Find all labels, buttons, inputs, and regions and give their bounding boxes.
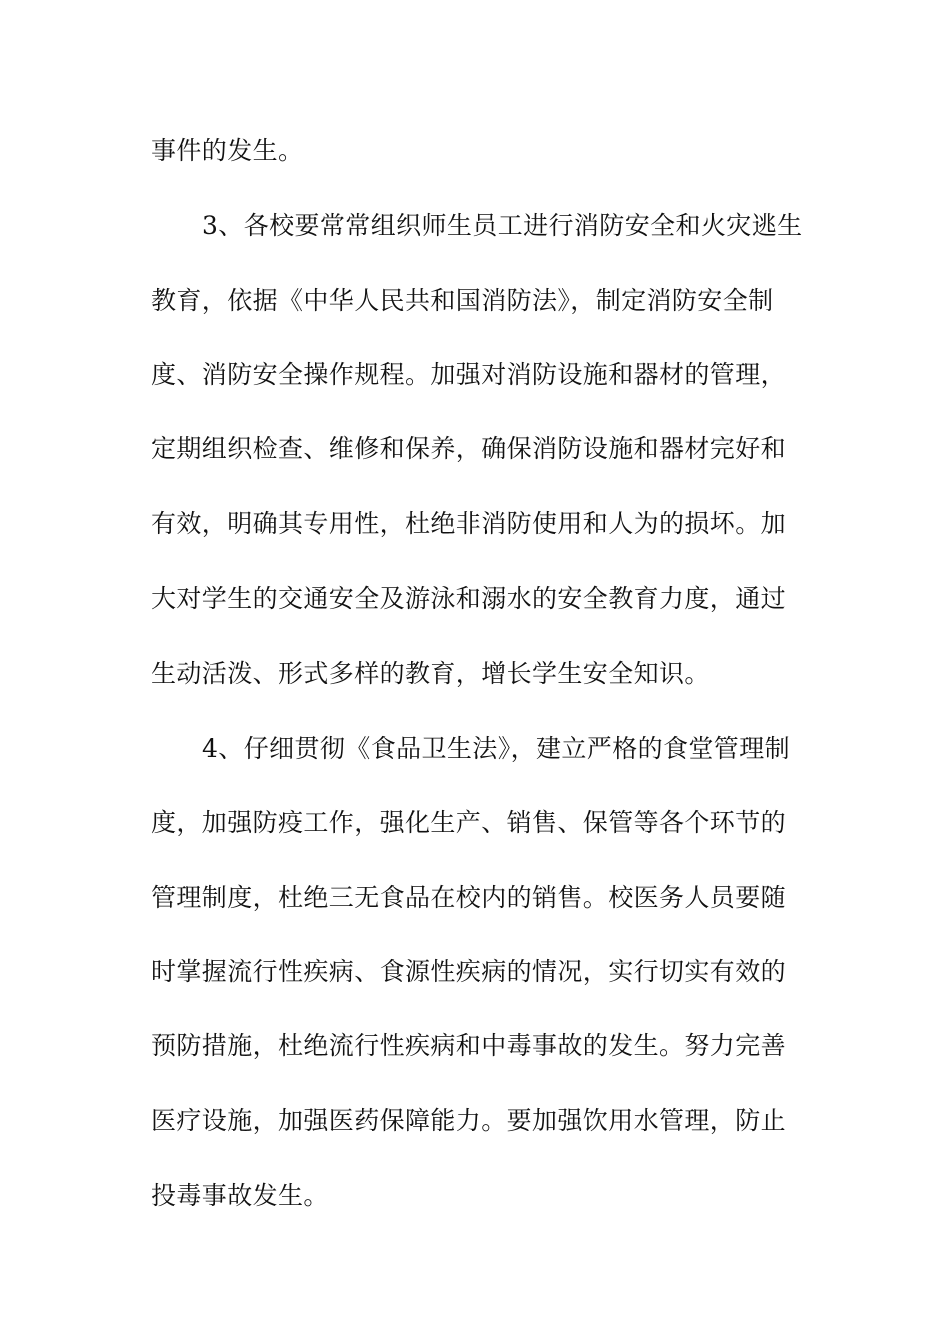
text-line: 度，加强防疫工作，强化生产、销售、保管等各个环节的 [151,808,787,837]
text-line: 管理制度，杜绝三无食品在校内的销售。校医务人员要随 [151,883,787,912]
paragraph-4-start: 4、仔细贯彻《食品卫生法》，建立严格的食堂管理制 [202,734,791,763]
text-line: 大对学生的交通安全及游泳和溺水的安全教育力度，通过 [151,584,787,613]
text-line: 时掌握流行性疾病、食源性疾病的情况，实行切实有效的 [151,957,787,986]
text-line: 教育，依据《中华人民共和国消防法》，制定消防安全制 [151,286,774,315]
text-line: 投毒事故发生。 [151,1181,329,1210]
text-line: 生动活泼、形式多样的教育，增长学生安全知识。 [151,659,710,688]
paragraph-3-start: 3、各校要常常组织师生员工进行消防安全和火灾逃生 [202,211,803,240]
text-line: 有效，明确其专用性，杜绝非消防使用和人为的损坏。加 [151,509,787,538]
text-line: 定期组织检查、维修和保养，确保消防设施和器材完好和 [151,434,787,463]
text-line: 预防措施，杜绝流行性疾病和中毒事故的发生。努力完善 [151,1031,787,1060]
text-line: 医疗设施，加强医药保障能力。要加强饮用水管理，防止 [151,1106,787,1135]
text-line: 事件的发生。 [151,136,304,165]
text-line: 度、消防安全操作规程。加强对消防设施和器材的管理， [151,360,787,389]
